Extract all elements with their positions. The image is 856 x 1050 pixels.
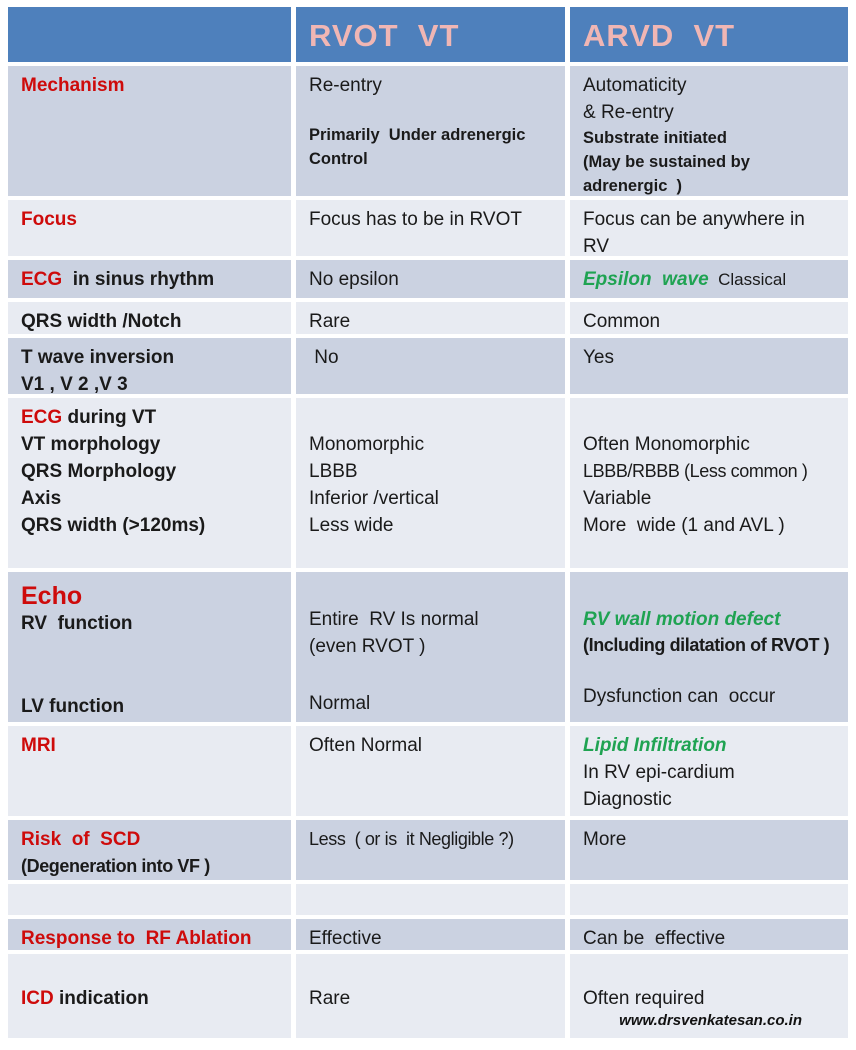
row-empty-spacer bbox=[8, 884, 848, 915]
rf-ablation-arvd-text: Can be effective bbox=[583, 928, 726, 949]
cell-rf-ablation-arvd bbox=[570, 919, 848, 950]
ecg-vt-rvot-line: LBBB bbox=[309, 461, 358, 482]
cell-risk-scd-arvd bbox=[570, 820, 848, 880]
ecg-sinus-arvd-rest: Classical bbox=[708, 270, 787, 289]
cell-icd-arvd bbox=[570, 954, 848, 1038]
cell-focus-label bbox=[8, 200, 291, 256]
header-cell-rvot bbox=[296, 7, 565, 62]
mechanism-arvd-subline: Substrate initiated bbox=[583, 129, 727, 147]
spacer bbox=[583, 404, 840, 431]
header-row bbox=[8, 7, 848, 62]
mechanism-label: Mechanism bbox=[21, 75, 125, 96]
spacer bbox=[309, 404, 557, 431]
cell-mri-label bbox=[8, 726, 291, 816]
t-wave-label-line1: T wave inversion bbox=[21, 347, 175, 368]
cell-mri-arvd bbox=[570, 726, 848, 816]
cell-rf-ablation-label bbox=[8, 919, 291, 950]
focus-arvd-text: Focus can be anywhere in bbox=[583, 209, 805, 230]
mri-arvd-line: In RV epi-cardium bbox=[583, 762, 735, 783]
echo-rvot-line: Entire RV Is normal bbox=[309, 609, 479, 630]
cell-mechanism-label bbox=[8, 66, 291, 196]
header-cell-arvd bbox=[570, 7, 848, 62]
cell-risk-scd-label bbox=[8, 820, 291, 880]
ecg-vt-label-line5: QRS width (>120ms) bbox=[21, 515, 206, 536]
ecg-sinus-label-red: ECG bbox=[21, 269, 63, 290]
cell-qrs-notch-arvd bbox=[570, 302, 848, 334]
ecg-vt-arvd-line: Variable bbox=[583, 488, 652, 509]
epsilon-wave-highlight: Epsilon wave bbox=[583, 269, 709, 290]
echo-lv-function-label: LV function bbox=[21, 696, 125, 717]
cell-icd-rvot bbox=[296, 954, 565, 1038]
cell-qrs-notch-label bbox=[8, 302, 291, 334]
icd-label bbox=[21, 985, 283, 1012]
echo-arvd-line: Dysfunction can occur bbox=[583, 686, 776, 707]
mechanism-rvot-line: Re-entry bbox=[309, 75, 382, 96]
cell-ecg-vt-rvot bbox=[296, 398, 565, 568]
cell-mechanism-rvot bbox=[296, 66, 565, 196]
cell-focus-rvot bbox=[296, 200, 565, 256]
echo-rvot-line: (even RVOT ) bbox=[309, 636, 426, 657]
ecg-vt-label-line4: Axis bbox=[21, 488, 62, 509]
ecg-sinus-label bbox=[21, 266, 283, 293]
row-response-rf-ablation bbox=[8, 919, 848, 950]
qrs-notch-arvd-text: Common bbox=[583, 311, 661, 332]
mechanism-arvd-subline: (May be sustained by bbox=[583, 153, 750, 171]
ecg-vt-label-red: ECG bbox=[21, 407, 63, 428]
spacer bbox=[309, 99, 557, 123]
cell-empty bbox=[296, 884, 565, 915]
ecg-vt-rvot-line: Less wide bbox=[309, 515, 394, 536]
cell-echo-rvot bbox=[296, 572, 565, 722]
cell-ecg-vt-arvd bbox=[570, 398, 848, 568]
mri-arvd-line: Diagnostic bbox=[583, 789, 672, 810]
cell-icd-label bbox=[8, 954, 291, 1038]
echo-rvot-line: Normal bbox=[309, 693, 371, 714]
ecg-vt-rvot-line: Monomorphic bbox=[309, 434, 425, 455]
cell-echo-arvd bbox=[570, 572, 848, 722]
mechanism-rvot-subline: Control bbox=[309, 150, 368, 168]
t-wave-arvd-text: Yes bbox=[583, 347, 614, 368]
row-icd-indication bbox=[8, 954, 848, 1038]
rv-wall-motion-defect-highlight: RV wall motion defect bbox=[583, 609, 781, 630]
icd-label-red: ICD bbox=[21, 988, 54, 1009]
ecg-vt-label-rest: during VT bbox=[62, 407, 157, 428]
column-title-arvd-vt: ARVD VT bbox=[583, 17, 736, 53]
row-mechanism bbox=[8, 66, 848, 196]
ecg-sinus-label-rest: in sinus rhythm bbox=[62, 269, 215, 290]
cell-ecg-sinus-arvd bbox=[570, 260, 848, 298]
row-focus bbox=[8, 200, 848, 256]
ecg-vt-rvot-line: Inferior /vertical bbox=[309, 488, 439, 509]
cell-risk-scd-rvot bbox=[296, 820, 565, 880]
icd-arvd-text: Often required bbox=[583, 988, 705, 1009]
row-echo bbox=[8, 572, 848, 722]
echo-arvd-subline: (Including dilatation of RVOT ) bbox=[583, 635, 830, 655]
risk-scd-label-line2: (Degeneration into VF ) bbox=[21, 856, 210, 876]
mri-rvot-text: Often Normal bbox=[309, 735, 422, 756]
cell-empty bbox=[8, 884, 291, 915]
qrs-notch-rvot-text: Rare bbox=[309, 311, 351, 332]
ecg-vt-label-line1 bbox=[21, 404, 283, 431]
lipid-infiltration-highlight: Lipid Infiltration bbox=[583, 735, 727, 756]
cell-ecg-sinus-rvot bbox=[296, 260, 565, 298]
cell-t-wave-rvot bbox=[296, 338, 565, 394]
ecg-vt-arvd-line: Often Monomorphic bbox=[583, 434, 750, 455]
column-title-rvot-vt: RVOT VT bbox=[309, 17, 460, 53]
cell-ecg-sinus-label bbox=[8, 260, 291, 298]
risk-scd-rvot-text: Less ( or is it Negligible ?) bbox=[309, 829, 514, 849]
risk-scd-arvd-text: More bbox=[583, 829, 627, 850]
ecg-vt-arvd-line: LBBB/RBBB (Less common ) bbox=[583, 461, 808, 481]
cell-mechanism-arvd bbox=[570, 66, 848, 196]
cell-t-wave-label bbox=[8, 338, 291, 394]
row-mri bbox=[8, 726, 848, 816]
ecg-sinus-rvot-text: No epsilon bbox=[309, 269, 399, 290]
mechanism-arvd-subline: adrenergic ) bbox=[583, 177, 683, 195]
ecg-sinus-arvd-text bbox=[583, 266, 840, 293]
mechanism-arvd-line: Automaticity bbox=[583, 75, 687, 96]
echo-rv-function-label: RV function bbox=[21, 613, 133, 634]
header-cell-empty bbox=[8, 7, 291, 62]
focus-rvot-text: Focus has to be in RVOT bbox=[309, 209, 522, 230]
cell-focus-arvd bbox=[570, 200, 848, 256]
t-wave-rvot-text: No bbox=[309, 347, 339, 368]
row-risk-of-scd bbox=[8, 820, 848, 880]
echo-label: Echo bbox=[21, 582, 83, 610]
row-ecg-sinus-rhythm bbox=[8, 260, 848, 298]
website-watermark: www.drsvenkatesan.co.in bbox=[619, 1012, 802, 1029]
risk-scd-label-line1: Risk of SCD bbox=[21, 829, 141, 850]
focus-label: Focus bbox=[21, 209, 77, 230]
rf-ablation-rvot-text: Effective bbox=[309, 928, 382, 949]
row-t-wave-inversion bbox=[8, 338, 848, 394]
cell-rf-ablation-rvot bbox=[296, 919, 565, 950]
row-ecg-during-vt bbox=[8, 398, 848, 568]
t-wave-label-line2: V1 , V 2 ,V 3 bbox=[21, 374, 128, 395]
cell-qrs-notch-rvot bbox=[296, 302, 565, 334]
rf-ablation-label: Response to RF Ablation bbox=[21, 928, 252, 949]
cell-mri-rvot bbox=[296, 726, 565, 816]
ecg-vt-label-line3: QRS Morphology bbox=[21, 461, 177, 482]
cell-t-wave-arvd bbox=[570, 338, 848, 394]
mechanism-rvot-subline: Primarily Under adrenergic bbox=[309, 126, 526, 144]
icd-rvot-text: Rare bbox=[309, 988, 351, 1009]
ecg-vt-arvd-line: More wide (1 and AVL ) bbox=[583, 515, 785, 536]
cell-empty bbox=[570, 884, 848, 915]
row-qrs-width-notch bbox=[8, 302, 848, 334]
mechanism-arvd-line: & Re-entry bbox=[583, 102, 674, 123]
cell-ecg-vt-label bbox=[8, 398, 291, 568]
qrs-notch-label: QRS width /Notch bbox=[21, 311, 182, 332]
mri-label: MRI bbox=[21, 735, 56, 756]
icd-label-rest: indication bbox=[53, 988, 149, 1009]
ecg-vt-label-line2: VT morphology bbox=[21, 434, 161, 455]
focus-arvd-text: RV bbox=[583, 236, 610, 257]
cell-echo-label bbox=[8, 572, 291, 722]
